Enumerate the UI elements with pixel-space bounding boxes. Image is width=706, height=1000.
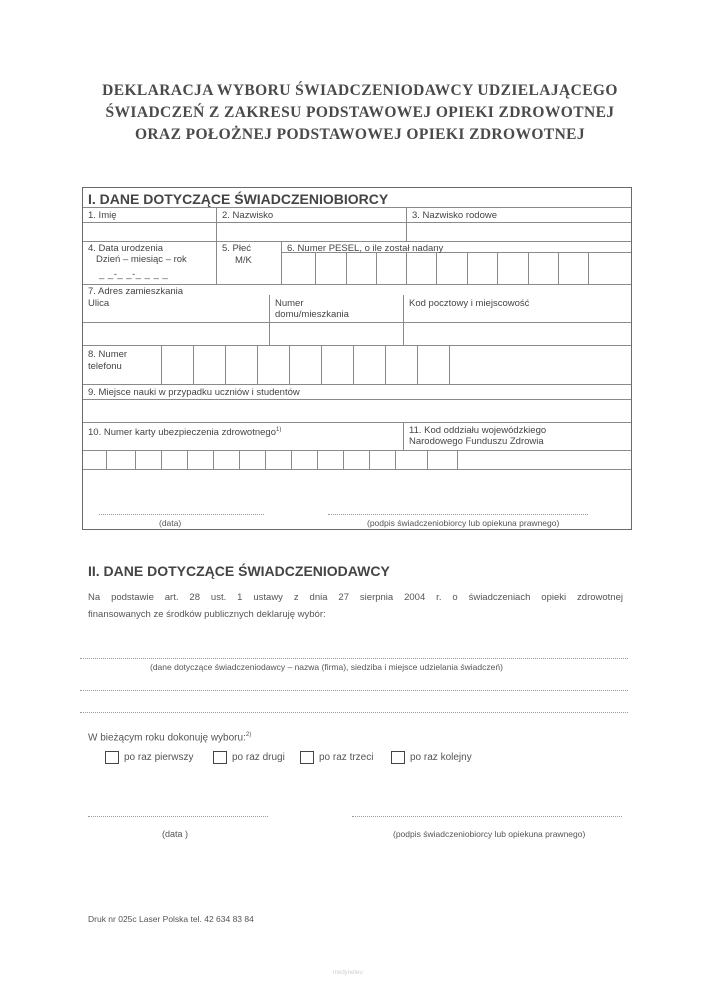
checkbox-second[interactable] xyxy=(213,751,227,764)
patient-signature-line[interactable] xyxy=(328,514,588,515)
pesel-box xyxy=(436,252,437,284)
section-1-heading: I. DANE DOTYCZĄCE ŚWIADCZENIOBIORCY xyxy=(88,191,389,207)
section-2-heading: II. DANE DOTYCZĄCE ŚWIADCZENIODAWCY xyxy=(88,563,390,579)
pesel-box xyxy=(315,252,316,284)
phone-box xyxy=(321,345,322,384)
card-box xyxy=(343,450,344,469)
street-label: Ulica xyxy=(88,298,110,309)
legal-basis-text xyxy=(88,589,623,623)
phone-box xyxy=(417,345,418,384)
phone-box xyxy=(449,345,450,384)
title-line-3: ORAZ POŁOŻNEJ PODSTAWOWEJ OPIEKI ZDROWOTNEJ xyxy=(134,126,586,143)
provider-data-line[interactable] xyxy=(80,658,628,659)
pesel-box xyxy=(376,252,377,284)
pesel-label: 6. Numer PESEL, o ile został nadany xyxy=(287,243,444,254)
card-box xyxy=(317,450,318,469)
phone-label-2: telefonu xyxy=(88,361,122,372)
col-line xyxy=(281,241,282,284)
row-line xyxy=(83,422,631,423)
phone-box xyxy=(257,345,258,384)
col-line xyxy=(269,295,270,345)
phone-box xyxy=(161,345,162,384)
card-box xyxy=(187,450,188,469)
option-next-label: po raz kolejny xyxy=(410,752,472,764)
phone-box xyxy=(225,345,226,384)
date-caption-2: (data ) xyxy=(162,829,189,839)
col-line xyxy=(403,295,404,345)
house-number-label-1: Numer xyxy=(275,298,304,309)
col-line xyxy=(216,207,217,241)
phone-box xyxy=(385,345,386,384)
choice-question xyxy=(88,730,251,743)
card-box xyxy=(369,450,370,469)
pesel-box xyxy=(497,252,498,284)
card-box xyxy=(213,450,214,469)
pesel-box xyxy=(346,252,347,284)
date-signature-line-2[interactable] xyxy=(88,816,268,817)
watermark: medyneteu xyxy=(333,970,363,976)
card-box xyxy=(135,450,136,469)
form-title xyxy=(60,80,660,146)
option-first[interactable] xyxy=(105,751,193,764)
date-signature-line[interactable] xyxy=(99,514,264,515)
option-third-label: po raz trzeci xyxy=(319,752,374,764)
footnote-2: 2) xyxy=(245,732,252,738)
last-name-label: 2. Nazwisko xyxy=(222,210,274,221)
provider-data-line[interactable] xyxy=(80,712,628,713)
row-line xyxy=(83,399,631,400)
checkbox-next[interactable] xyxy=(391,751,405,764)
insurance-card-text: 10. Numer karty ubezpieczenia zdrowotnego xyxy=(88,427,276,439)
card-box xyxy=(457,450,458,469)
birth-date-field[interactable]: _ _-_ _-_ _ _ _ xyxy=(99,269,169,280)
pesel-box xyxy=(467,252,468,284)
address-label: 7. Adres zamieszkania xyxy=(88,286,184,297)
card-box xyxy=(395,450,396,469)
row-line xyxy=(83,241,631,242)
phone-label-1: 8. Numer xyxy=(88,349,128,360)
checkbox-third[interactable] xyxy=(300,751,314,764)
row-line xyxy=(83,207,631,208)
nfz-branch-label-1: 11. Kod oddziału wojewódzkiego xyxy=(409,425,547,436)
pesel-box xyxy=(588,252,589,284)
row-line xyxy=(83,450,631,451)
legal-basis-line-2: finansowanych ze środków publicznych deklaruję wybór: xyxy=(88,609,326,620)
pesel-box xyxy=(406,252,407,284)
checkbox-first[interactable] xyxy=(105,751,119,764)
school-label: 9. Miejsce nauki w przypadku uczniów i studentów xyxy=(88,387,300,398)
postal-code-label: Kod pocztowy i miejscowość xyxy=(409,298,530,309)
col-line xyxy=(216,241,217,284)
house-number-label-2: domu/mieszkania xyxy=(275,309,349,320)
birth-date-label: 4. Data urodzenia xyxy=(88,243,163,254)
card-box xyxy=(265,450,266,469)
print-footer: Druk nr 025c Laser Polska tel. 42 634 83 84 xyxy=(88,914,254,924)
patient-data-table xyxy=(82,187,632,530)
card-box xyxy=(161,450,162,469)
date-caption: (data) xyxy=(159,518,182,528)
pesel-box xyxy=(528,252,529,284)
maiden-name-label: 3. Nazwisko rodowe xyxy=(412,210,498,221)
card-box xyxy=(106,450,107,469)
pesel-box xyxy=(558,252,559,284)
signature-caption: (podpis świadczeniobiorcy lub opiekuna prawnego) xyxy=(367,518,560,528)
option-next[interactable] xyxy=(391,751,472,764)
sex-label: 5. Płeć xyxy=(222,243,252,254)
card-box xyxy=(239,450,240,469)
sex-values[interactable]: M/K xyxy=(235,255,252,266)
phone-box xyxy=(193,345,194,384)
nfz-branch-label-2: Narodowego Funduszu Zdrowia xyxy=(409,436,544,447)
row-line xyxy=(83,345,631,346)
card-box xyxy=(291,450,292,469)
row-line xyxy=(83,284,631,285)
option-second-label: po raz drugi xyxy=(232,752,285,764)
first-name-label: 1. Imię xyxy=(88,210,117,221)
option-third[interactable] xyxy=(300,751,373,764)
birth-date-format: Dzień – miesiąc – rok xyxy=(96,254,187,265)
col-line xyxy=(403,422,404,450)
row-line xyxy=(83,384,631,385)
signature-caption-2: (podpis świadczeniobiorcy lub opiekuna prawnego) xyxy=(393,829,586,839)
insurance-card-label xyxy=(88,425,281,438)
card-box xyxy=(427,450,428,469)
option-first-label: po raz pierwszy xyxy=(124,752,194,764)
row-line xyxy=(83,469,631,470)
col-line xyxy=(406,207,407,241)
choice-question-text: W bieżącym roku dokonuję wyboru: xyxy=(88,732,246,744)
phone-box xyxy=(289,345,290,384)
legal-basis-line-1: Na podstawie art. 28 ust. 1 ustawy z dnia 27 sierpnia 2004 r. o świadczeniach opieki zdrowotnej xyxy=(88,592,623,603)
title-line-2: ŚWIADCZEŃ Z ZAKRESU PODSTAWOWEJ OPIEKI ZDROWOTNEJ xyxy=(105,104,615,121)
patient-signature-line-2[interactable] xyxy=(352,816,622,817)
provider-data-line[interactable] xyxy=(80,690,628,691)
title-line-1: DEKLARACJA WYBORU ŚWIADCZENIODAWCY UDZIELAJĄCEGO xyxy=(102,82,618,99)
row-line xyxy=(83,222,631,223)
phone-box xyxy=(353,345,354,384)
footnote-1: 1) xyxy=(276,427,282,433)
row-line xyxy=(83,322,631,323)
provider-data-caption: (dane dotyczące świadczeniodawcy – nazwa (firma), siedziba i miejsce udzielania świadczeń) xyxy=(150,662,503,672)
option-second[interactable] xyxy=(213,751,285,764)
